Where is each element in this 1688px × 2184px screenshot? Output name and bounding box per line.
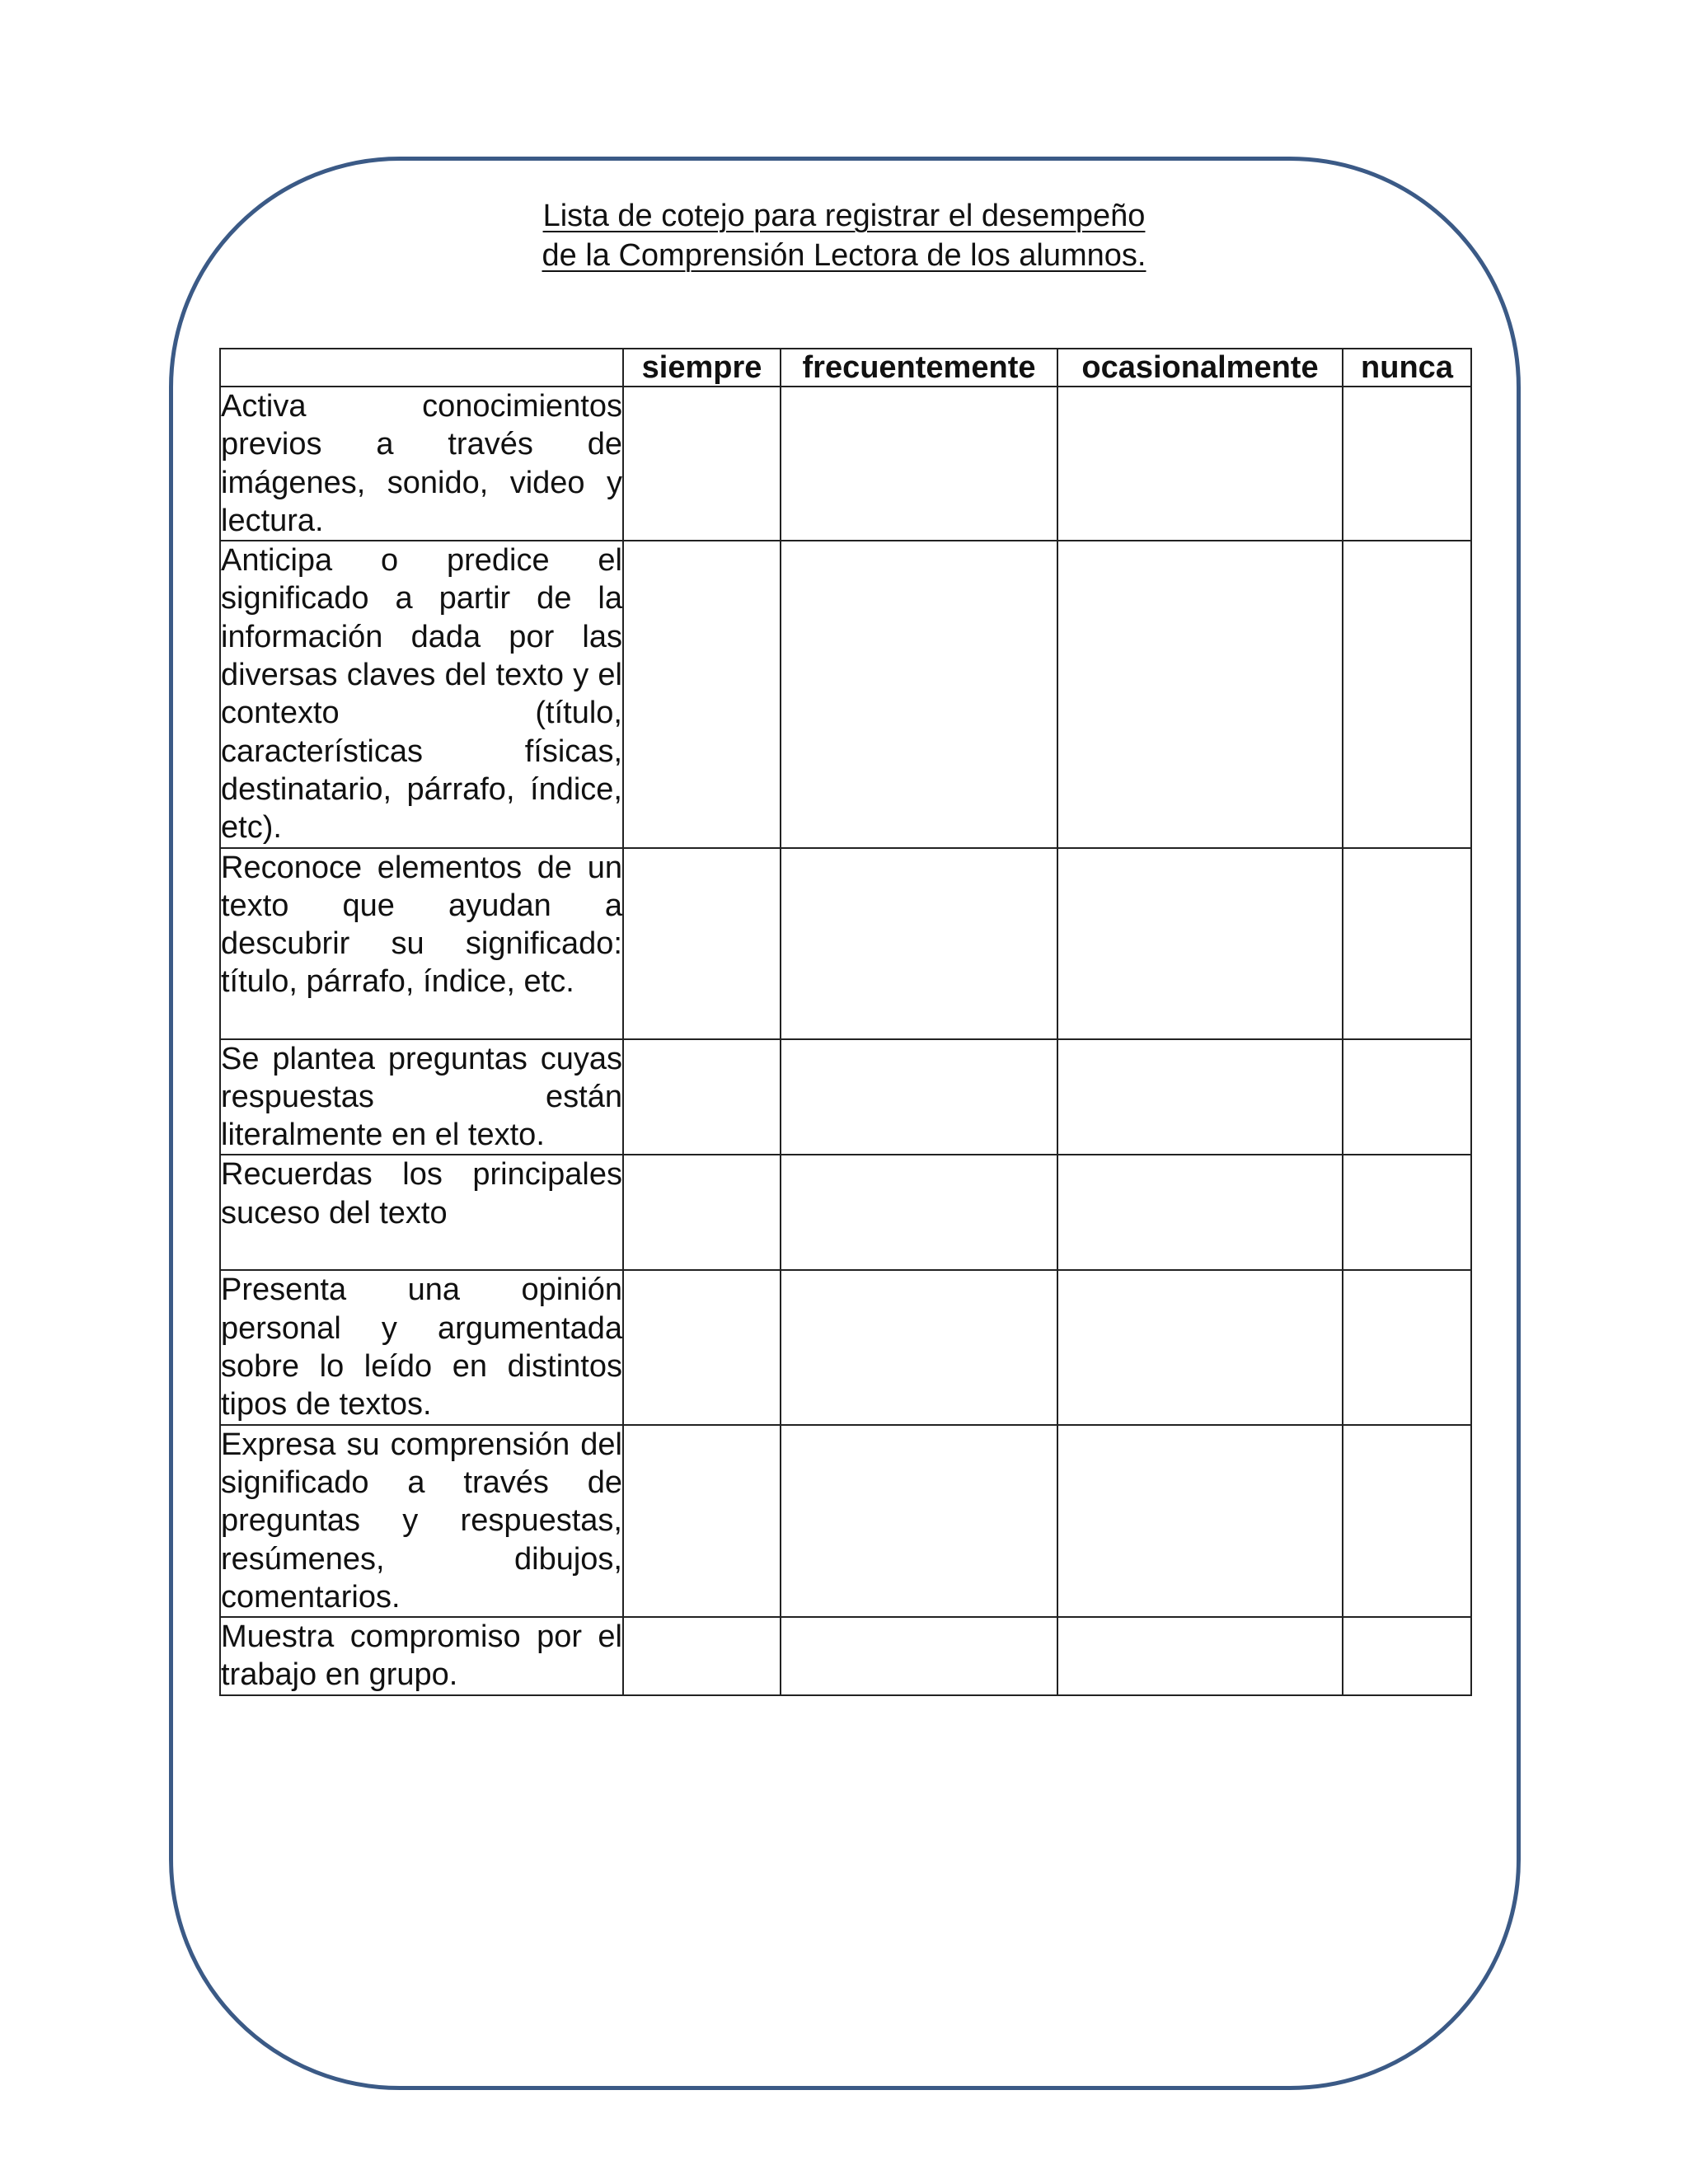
header-ocasionalmente: ocasionalmente	[1057, 349, 1343, 387]
mark-cell-nunca[interactable]	[1343, 1155, 1471, 1270]
mark-cell-frecuentemente[interactable]	[781, 1270, 1057, 1424]
criterion-cell: Se plantea preguntas cuyas respuestas están literalmente en el texto.	[220, 1039, 623, 1155]
mark-cell-nunca[interactable]	[1343, 541, 1471, 847]
mark-cell-siempre[interactable]	[623, 387, 781, 541]
criterion-cell: Reconoce elementos de un texto que ayudan a descubrir su significado: título, párrafo, índice, etc.	[220, 848, 623, 1039]
header-criterion	[220, 349, 623, 387]
mark-cell-siempre[interactable]	[623, 1425, 781, 1617]
criterion-cell: Presenta una opinión personal y argumentada sobre lo leído en distintos tipos de textos.	[220, 1270, 623, 1424]
mark-cell-ocasionalmente[interactable]	[1057, 1617, 1343, 1695]
table-row	[220, 1617, 1471, 1695]
mark-cell-ocasionalmente[interactable]	[1057, 1039, 1343, 1155]
mark-cell-nunca[interactable]	[1343, 1039, 1471, 1155]
table-row	[220, 1425, 1471, 1617]
header-frecuentemente: frecuentemente	[781, 349, 1057, 387]
mark-cell-siempre[interactable]	[623, 541, 781, 847]
header-siempre: siempre	[623, 349, 781, 387]
header-nunca: nunca	[1343, 349, 1471, 387]
mark-cell-nunca[interactable]	[1343, 387, 1471, 541]
mark-cell-siempre[interactable]	[623, 1270, 781, 1424]
mark-cell-ocasionalmente[interactable]	[1057, 1425, 1343, 1617]
mark-cell-frecuentemente[interactable]	[781, 1039, 1057, 1155]
table-row	[220, 541, 1471, 847]
title-line-1: Lista de cotejo para registrar el desempeño	[542, 199, 1146, 233]
document-title	[0, 196, 1688, 275]
checklist-body	[220, 387, 1471, 1695]
criterion-cell: Anticipa o predice el significado a partir de la información dada por las diversas claves del texto y el contexto (título, características físicas, destinatario, párrafo, índice, etc).	[220, 541, 623, 847]
mark-cell-frecuentemente[interactable]	[781, 1425, 1057, 1617]
criterion-cell: Muestra compromiso por el trabajo en grupo.	[220, 1617, 623, 1695]
table-header-row	[220, 349, 1471, 387]
mark-cell-nunca[interactable]	[1343, 1617, 1471, 1695]
criterion-cell: Activa conocimientos previos a través de imágenes, sonido, video y lectura.	[220, 387, 623, 541]
mark-cell-siempre[interactable]	[623, 848, 781, 1039]
criterion-cell: Expresa su comprensión del significado a través de preguntas y respuestas, resúmenes, dibujos, comentarios.	[220, 1425, 623, 1617]
table-row	[220, 1039, 1471, 1155]
mark-cell-siempre[interactable]	[623, 1155, 781, 1270]
mark-cell-ocasionalmente[interactable]	[1057, 387, 1343, 541]
mark-cell-siempre[interactable]	[623, 1617, 781, 1695]
title-line-2: de la Comprensión Lectora de los alumnos.	[542, 238, 1146, 273]
mark-cell-frecuentemente[interactable]	[781, 541, 1057, 847]
mark-cell-frecuentemente[interactable]	[781, 1155, 1057, 1270]
mark-cell-ocasionalmente[interactable]	[1057, 1270, 1343, 1424]
mark-cell-frecuentemente[interactable]	[781, 848, 1057, 1039]
mark-cell-ocasionalmente[interactable]	[1057, 848, 1343, 1039]
mark-cell-frecuentemente[interactable]	[781, 1617, 1057, 1695]
mark-cell-siempre[interactable]	[623, 1039, 781, 1155]
mark-cell-nunca[interactable]	[1343, 1270, 1471, 1424]
criterion-cell: Recuerdas los principales suceso del texto	[220, 1155, 623, 1270]
mark-cell-ocasionalmente[interactable]	[1057, 1155, 1343, 1270]
checklist-table	[219, 348, 1472, 1696]
table-row	[220, 1270, 1471, 1424]
table-row	[220, 1155, 1471, 1270]
mark-cell-nunca[interactable]	[1343, 1425, 1471, 1617]
mark-cell-nunca[interactable]	[1343, 848, 1471, 1039]
mark-cell-ocasionalmente[interactable]	[1057, 541, 1343, 847]
table-row	[220, 848, 1471, 1039]
table-row	[220, 387, 1471, 541]
mark-cell-frecuentemente[interactable]	[781, 387, 1057, 541]
